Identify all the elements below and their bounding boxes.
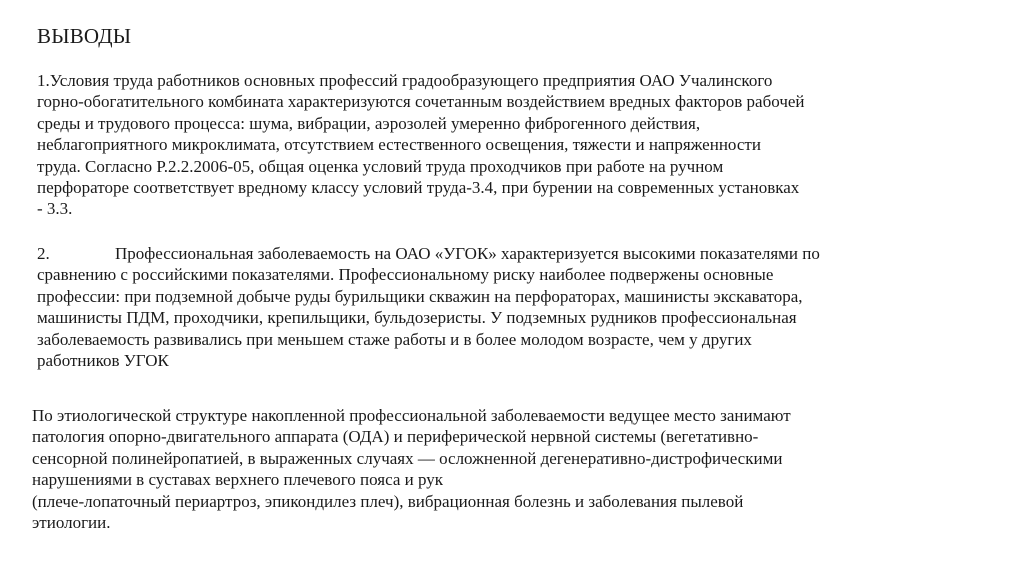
text-line: сенсорной полинейропатией, в выраженных случаях — осложненной дегенеративно-дистрофическими — [32, 448, 783, 468]
conclusion-paragraph-1 — [37, 70, 805, 220]
text-line: 1.Условия труда работников основных профессий градообразующего предприятия ОАО Учалинского — [37, 71, 773, 90]
text-line: заболеваемость развивались при меньшем стаже работы и в более молодом возрасте, чем у других — [37, 329, 752, 349]
paragraph-number: 2. — [37, 244, 50, 263]
text-line-content: Профессиональная заболеваемость на ОАО «УГОК» характеризуется высокими показателями по — [115, 244, 820, 263]
conclusion-paragraph-3 — [32, 405, 791, 533]
text-line — [37, 243, 820, 264]
text-line: профессии: при подземной добыче руды бурильщики скважин на перфораторах, машинисты экскаватора, — [37, 286, 803, 306]
text-line: По этиологической структуре накопленной профессиональной заболеваемости ведущее место занимают — [32, 406, 791, 425]
text-line: этиологии. — [32, 513, 111, 533]
text-line: патология опорно-двигательного аппарата (ОДА) и периферической нервной системы (вегетативно- — [32, 427, 759, 447]
text-line: (плече-лопаточный периартроз, эпикондилез плеч), вибрационная болезнь и заболевания пылевой — [32, 491, 744, 511]
text-line: труда. Согласно Р.2.2.2006-05, общая оценка условий труда проходчиков при работе на ручном — [37, 156, 724, 176]
page-title: ВЫВОДЫ — [37, 24, 132, 48]
text-line: горно-обогатительного комбината характеризуются сочетанным воздействием вредных факторов рабочей — [37, 92, 805, 112]
text-line: - 3.3. — [37, 199, 73, 219]
text-line: машинисты ПДМ, проходчики, крепильщики, бульдозеристы. У подземных рудников профессиональная — [37, 308, 797, 328]
text-line: нарушениями в суставах верхнего плечевого пояса и рук — [32, 470, 444, 490]
text-line: среды и трудового процесса: шума, вибрации, аэрозолей умеренно фиброгенного действия, — [37, 113, 701, 133]
text-line: перфораторе соответствует вредному классу условий труда-3.4, при бурении на современных установках — [37, 178, 800, 198]
conclusion-paragraph-2 — [37, 243, 820, 371]
text-line: работников УГОК — [37, 351, 169, 371]
text-line: сравнению с российскими показателями. Профессиональному риску наиболее подвержены основные — [37, 265, 774, 285]
text-line: неблагоприятного микроклимата, отсутствием естественного освещения, тяжести и напряженности — [37, 135, 761, 155]
